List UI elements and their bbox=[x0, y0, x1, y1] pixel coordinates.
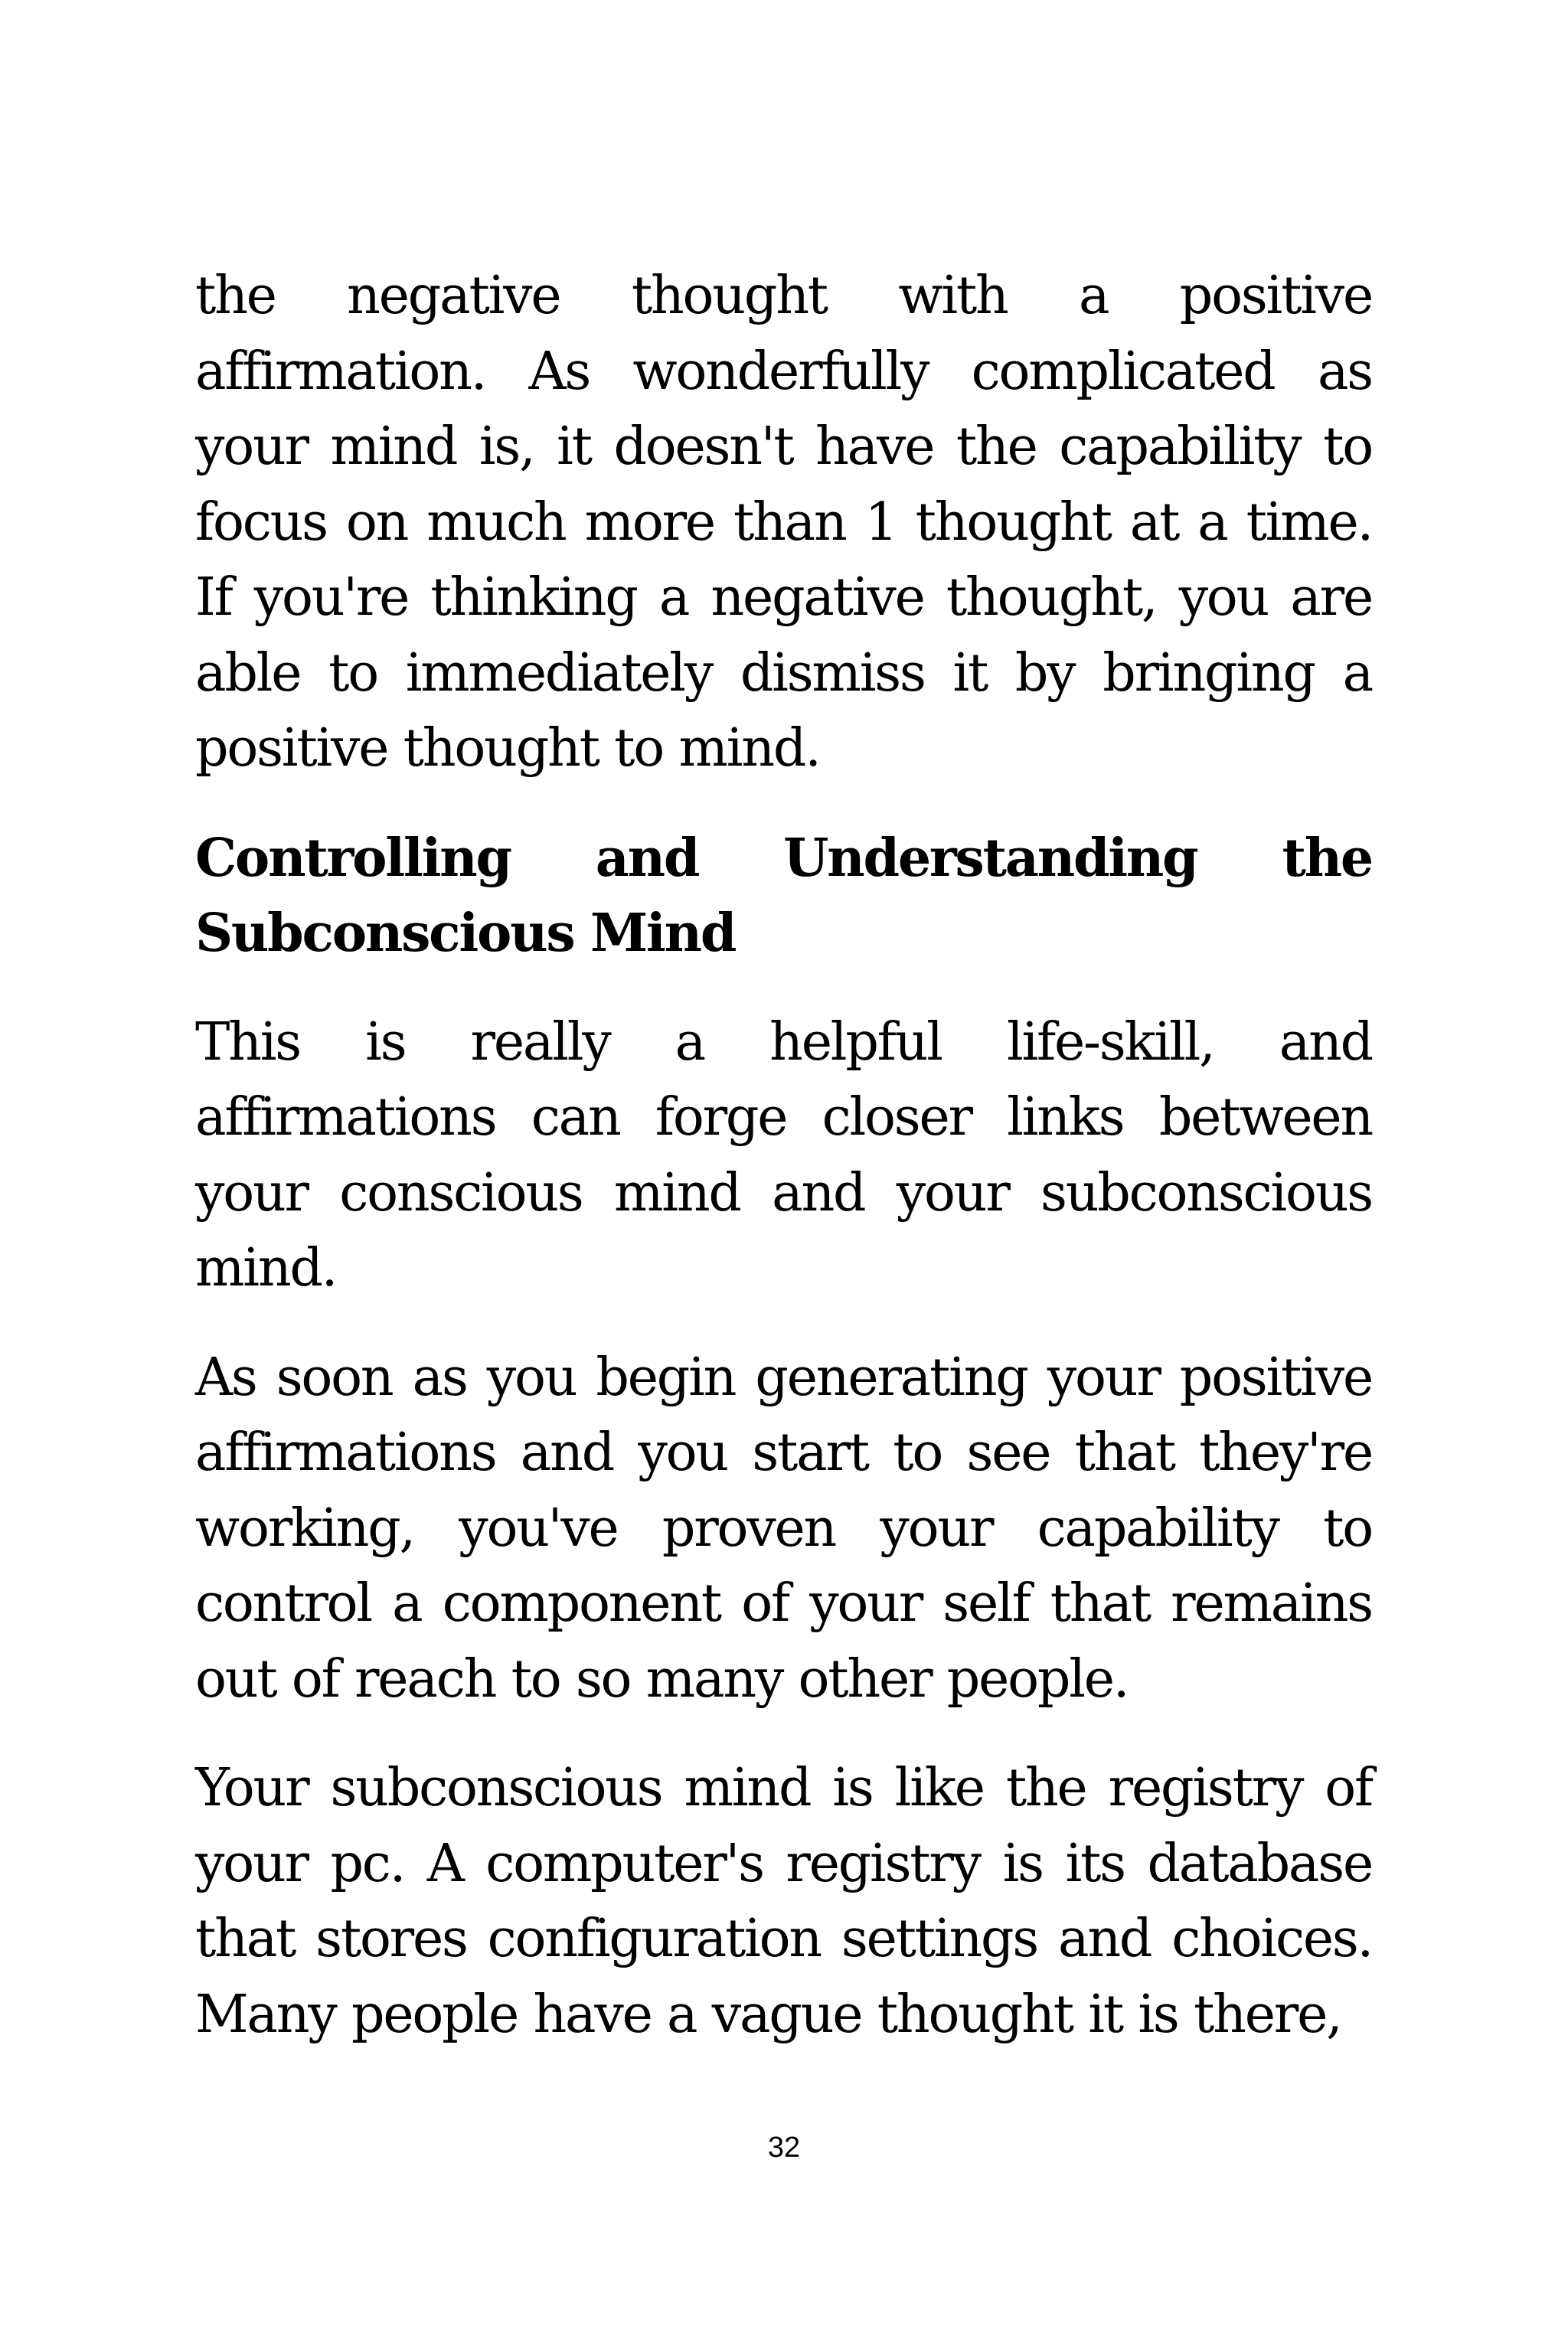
section-heading-line-1: Controlling and Understanding the bbox=[195, 827, 1372, 889]
section-heading bbox=[195, 821, 1372, 972]
document-page bbox=[195, 259, 1372, 2086]
section-heading-line-2: Subconscious Mind bbox=[195, 903, 736, 964]
body-paragraph: This is really a helpful life-skill, and affirmations can forge closer links between your conscious mind and your subconscious mind. bbox=[195, 1011, 1372, 1298]
page-number: 32 bbox=[767, 2132, 801, 2164]
body-paragraph: the negative thought with a positive affirmation. As wonderfully complicated as your mind is, it doesn't have the capability to focus on much more than 1 thought at a time. If you're thinking a negative thought, you are able to immediately dismiss it by bringing a positive thought to mind. bbox=[195, 266, 1372, 779]
body-paragraph: As soon as you begin generating your positive affirmations and you start to see that they're working, you've proven your capability to control a component of your self that remains out of reach to so many other people. bbox=[195, 1347, 1372, 1710]
body-paragraph: Your subconscious mind is like the registry of your pc. A computer's registry is its database that stores configuration settings and choices. Many people have a vague thought it is there, bbox=[195, 1758, 1372, 2045]
